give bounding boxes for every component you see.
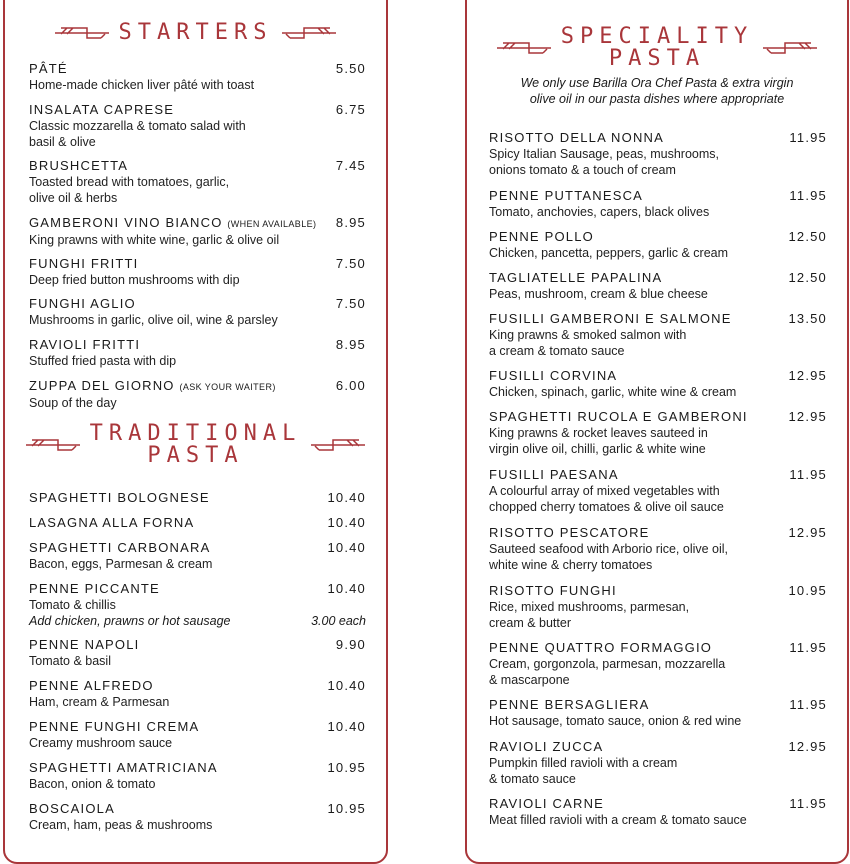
item-name-text: RAVIOLI CARNE <box>489 796 605 811</box>
item-name <box>29 678 366 694</box>
item-description: King prawns & rocket leaves sauteed in virgin olive oil, chilli, garlic & white wine <box>489 426 708 456</box>
right-menu-panel <box>465 0 849 864</box>
item-extra <box>29 613 366 629</box>
item-name-text: PENNE PICCANTE <box>29 581 160 596</box>
menu-item <box>489 640 827 688</box>
deco-left-ornament-icon <box>24 435 84 455</box>
item-price: 8.95 <box>335 215 366 230</box>
item-price: 12.95 <box>788 739 827 754</box>
item-description: Meat filled ravioli with a cream & tomato sauce <box>489 813 747 827</box>
item-description: Classic mozzarella & tomato salad with basil & olive <box>29 119 246 149</box>
item-description: Ham, cream & Parmesan <box>29 695 170 709</box>
item-price: 6.00 <box>335 378 366 393</box>
item-description: Tomato & chillis <box>29 598 116 612</box>
item-name <box>29 540 366 556</box>
menu-item <box>29 581 366 629</box>
menu-item <box>29 296 366 328</box>
menu-item <box>29 61 366 93</box>
traditional-heading <box>5 423 386 467</box>
menu-item <box>489 368 827 400</box>
item-name <box>489 311 827 327</box>
item-description: Chicken, spinach, garlic, white wine & cream <box>489 385 737 399</box>
item-price: 10.95 <box>788 583 827 598</box>
item-price: 7.45 <box>335 158 366 173</box>
item-name <box>29 637 366 653</box>
item-name-text: SPAGHETTI CARBONARA <box>29 540 211 555</box>
menu-item <box>489 739 827 787</box>
menu-item <box>29 801 366 833</box>
item-description: Rice, mixed mushrooms, parmesan, cream & butter <box>489 600 690 630</box>
item-description: Bacon, eggs, Parmesan & cream <box>29 557 213 571</box>
item-price: 6.75 <box>335 102 366 117</box>
item-name <box>29 215 366 232</box>
item-name-text: RAVIOLI ZUCCA <box>489 739 604 754</box>
item-price: 5.50 <box>335 61 366 76</box>
item-price: 11.95 <box>789 188 827 203</box>
item-name-text: SPAGHETTI AMATRICIANA <box>29 760 218 775</box>
menu-item <box>29 102 366 150</box>
item-name <box>489 409 827 425</box>
item-description: Soup of the day <box>29 396 117 410</box>
item-extra-price: 3.00 each <box>311 614 366 628</box>
item-name-text: PENNE FUNGHI CREMA <box>29 719 200 734</box>
item-description: Peas, mushroom, cream & blue cheese <box>489 287 708 301</box>
item-name-text: FUNGHI AGLIO <box>29 296 136 311</box>
item-price: 12.50 <box>788 270 827 285</box>
left-menu-panel <box>3 0 388 864</box>
item-price: 10.40 <box>327 581 366 596</box>
item-name-text: BRUSHCETTA <box>29 158 129 173</box>
menu-item <box>489 697 827 729</box>
item-name <box>29 296 366 312</box>
item-price: 13.50 <box>788 311 827 326</box>
item-name-text: RISOTTO PESCATORE <box>489 525 650 540</box>
item-name <box>29 61 366 77</box>
item-price: 10.95 <box>327 760 366 775</box>
menu-item <box>29 678 366 710</box>
item-description: A colourful array of mixed vegetables with chopped cherry tomatoes & olive oil sauce <box>489 484 724 514</box>
item-price: 10.40 <box>327 490 366 505</box>
item-price: 10.40 <box>327 719 366 734</box>
item-name-text: FUSILLI PAESANA <box>489 467 619 482</box>
deco-left-ornament-icon <box>53 23 113 43</box>
menu-item <box>489 525 827 573</box>
item-name <box>489 697 827 713</box>
item-name <box>29 490 366 506</box>
item-price: 10.95 <box>327 801 366 816</box>
item-name-text: PÂTÉ <box>29 61 68 76</box>
item-price: 11.95 <box>789 697 827 712</box>
item-description: Hot sausage, tomato sauce, onion & red wine <box>489 714 742 728</box>
item-name-text: TAGLIATELLE PAPALINA <box>489 270 663 285</box>
item-name <box>29 581 366 597</box>
item-name-text: GAMBERONI VINO BIANCO <box>29 215 223 230</box>
starters-title: STARTERS <box>118 20 273 45</box>
item-price: 7.50 <box>335 256 366 271</box>
item-description: King prawns with white wine, garlic & olive oil <box>29 233 280 247</box>
item-note: (ASK YOUR WAITER) <box>179 382 276 392</box>
item-price: 10.40 <box>327 540 366 555</box>
item-description: Stuffed fried pasta with dip <box>29 354 177 368</box>
item-description: Mushrooms in garlic, olive oil, wine & parsley <box>29 313 278 327</box>
item-note: (WHEN AVAILABLE) <box>227 219 317 229</box>
item-name <box>489 229 827 245</box>
speciality-heading <box>467 26 847 70</box>
item-name <box>489 796 827 812</box>
item-name <box>29 801 366 817</box>
item-name-text: INSALATA CAPRESE <box>29 102 175 117</box>
item-description: Bacon, onion & tomato <box>29 777 156 791</box>
deco-right-ornament-icon <box>307 435 367 455</box>
item-description: Creamy mushroom sauce <box>29 736 173 750</box>
item-name <box>29 515 366 531</box>
item-name <box>489 130 827 146</box>
item-price: 12.95 <box>788 525 827 540</box>
item-name-text: PENNE NAPOLI <box>29 637 140 652</box>
item-name <box>489 525 827 541</box>
item-name <box>489 188 827 204</box>
item-name-text: SPAGHETTI BOLOGNESE <box>29 490 210 505</box>
item-price: 8.95 <box>335 337 366 352</box>
item-description: Chicken, pancetta, peppers, garlic & cream <box>489 246 729 260</box>
item-price: 9.90 <box>335 637 366 652</box>
menu-item <box>489 311 827 359</box>
item-name-text: FUSILLI CORVINA <box>489 368 618 383</box>
item-price: 7.50 <box>335 296 366 311</box>
item-name-text: LASAGNA ALLA FORNA <box>29 515 195 530</box>
menu-item <box>489 229 827 261</box>
item-description: Cream, ham, peas & mushrooms <box>29 818 213 832</box>
menu-item <box>489 583 827 631</box>
menu-item <box>29 515 366 531</box>
item-name-text: FUSILLI GAMBERONI E SALMONE <box>489 311 732 326</box>
starters-heading <box>5 22 386 44</box>
item-name-text: BOSCAIOLA <box>29 801 115 816</box>
item-name <box>489 270 827 286</box>
menu-item <box>29 719 366 751</box>
item-description: Deep fried button mushrooms with dip <box>29 273 240 287</box>
item-name-text: PENNE QUATTRO FORMAGGIO <box>489 640 713 655</box>
item-name <box>489 739 827 755</box>
menu-item <box>29 158 366 206</box>
speciality-intro: We only use Barilla Ora Chef Pasta & extra virgin olive oil in our pasta dishes where appropriate <box>520 76 794 106</box>
item-name-text: RISOTTO DELLA NONNA <box>489 130 664 145</box>
item-description: Spicy Italian Sausage, peas, mushrooms, onions tomato & a touch of cream <box>489 147 719 177</box>
deco-right-ornament-icon <box>278 23 338 43</box>
menu-item <box>29 490 366 506</box>
menu-item <box>29 337 366 369</box>
menu-item <box>29 215 366 248</box>
item-price: 10.40 <box>327 678 366 693</box>
deco-right-ornament-icon <box>759 38 819 58</box>
item-description: Home-made chicken liver pâté with toast <box>29 78 255 92</box>
menu-item <box>489 409 827 457</box>
menu-item <box>29 378 366 411</box>
item-description: King prawns & smoked salmon with a cream & tomato sauce <box>489 328 687 358</box>
item-price: 11.95 <box>789 130 827 145</box>
menu-item <box>29 637 366 669</box>
item-price: 12.95 <box>788 368 827 383</box>
item-name-text: FUNGHI FRITTI <box>29 256 139 271</box>
item-name-text: PENNE PUTTANESCA <box>489 188 644 203</box>
item-name-text: PENNE ALFREDO <box>29 678 154 693</box>
item-name <box>489 368 827 384</box>
item-price: 12.95 <box>788 409 827 424</box>
menu-item <box>29 540 366 572</box>
item-name <box>29 158 366 174</box>
item-name-text: RAVIOLI FRITTI <box>29 337 141 352</box>
item-name-text: PENNE BERSAGLIERA <box>489 697 650 712</box>
speciality-title: SPECIALITY PASTA <box>560 24 754 71</box>
item-description: Toasted bread with tomatoes, garlic, olive oil & herbs <box>29 175 230 205</box>
item-price: 11.95 <box>789 640 827 655</box>
item-name <box>489 640 827 656</box>
item-name <box>489 583 827 599</box>
menu-item <box>489 467 827 515</box>
item-price: 11.95 <box>789 467 827 482</box>
item-name <box>29 102 366 118</box>
item-name <box>29 378 366 395</box>
item-description: Tomato, anchovies, capers, black olives <box>489 205 710 219</box>
item-name-text: PENNE POLLO <box>489 229 594 244</box>
deco-left-ornament-icon <box>495 38 555 58</box>
item-name <box>29 256 366 272</box>
item-description: Tomato & basil <box>29 654 111 668</box>
item-name <box>29 337 366 353</box>
item-extra-text: Add chicken, prawns or hot sausage <box>29 614 231 628</box>
menu-item <box>29 760 366 792</box>
item-name <box>29 760 366 776</box>
menu-item <box>489 270 827 302</box>
traditional-title: TRADITIONAL PASTA <box>89 421 302 468</box>
item-name-text: SPAGHETTI RUCOLA E GAMBERONI <box>489 409 748 424</box>
item-price: 11.95 <box>789 796 827 811</box>
menu-item <box>489 130 827 178</box>
item-description: Pumpkin filled ravioli with a cream & tomato sauce <box>489 756 678 786</box>
item-name-text: RISOTTO FUNGHI <box>489 583 617 598</box>
item-name <box>489 467 827 483</box>
menu-item <box>489 796 827 828</box>
item-description: Cream, gorgonzola, parmesan, mozzarella & mascarpone <box>489 657 726 687</box>
menu-item <box>489 188 827 220</box>
menu-item <box>29 256 366 288</box>
item-price: 10.40 <box>327 515 366 530</box>
item-description: Sauteed seafood with Arborio rice, olive oil, white wine & cherry tomatoes <box>489 542 729 572</box>
item-name-text: ZUPPA DEL GIORNO <box>29 378 175 393</box>
item-name <box>29 719 366 735</box>
item-price: 12.50 <box>788 229 827 244</box>
